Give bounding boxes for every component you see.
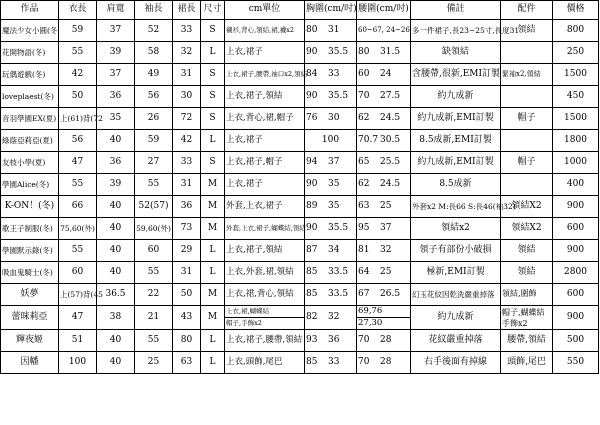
note-cell: 多一件裙子,長23~25寸,長度31 [411,20,501,42]
chest-in: 32 [328,311,340,322]
waist-cm: 70.7 [358,134,379,145]
chest-cm: 90 [306,46,318,57]
items-bottom: 帽子,手飾x2 [225,317,304,329]
items-cell: 上衣,裙子,腰帶,領結 [225,330,305,352]
accessory-cell [501,86,553,108]
chest-in: 35.5 [328,222,349,233]
table-row [1,174,599,196]
chest-cell [305,196,357,218]
length-cell: 51 [59,330,97,352]
accessory-cell: 腰帶,領結 [501,330,553,352]
sleeve-cell: 56 [135,86,173,108]
sleeve-cell: 27 [135,152,173,174]
waist-in: 30.5 [380,134,401,145]
length-cell: 56 [59,130,97,152]
waist-cm: 70 [358,90,370,101]
chest-in: 35 [328,178,340,189]
skirt-cell: 73 [173,218,201,240]
sleeve-cell: 59 [135,130,173,152]
chest-cm: 90 [306,222,318,233]
items-cell: 上衣,裙,背心,領結 [225,284,305,306]
skirt-cell: 33 [173,20,201,42]
work-name: 學園默示錄(冬) [1,240,59,262]
sleeve-cell: 52(57) [135,196,173,218]
skirt-cell: 29 [173,240,201,262]
waist-in: 24.5 [380,178,401,189]
price-cell: 250 [553,42,599,64]
accessory-cell [501,306,553,330]
shoulder-cell: 37 [97,20,135,42]
skirt-cell: 42 [173,130,201,152]
size-cell: M [201,218,225,240]
table-row [1,130,599,152]
work-name: 吸血鬼騎士(冬) [1,262,59,284]
note-cell: 8.5成新 [411,174,501,196]
accessory-cell: 領結 [501,262,553,284]
chest-cm: 90 [306,90,318,101]
accessory-cell [501,42,553,64]
work-name: 玩偶遊戲(冬) [1,64,59,86]
chest-in: 33.5 [328,288,349,299]
table-row [1,20,599,42]
length-cell: 47 [59,306,97,330]
chest-cm: 85 [306,266,318,277]
sleeve-cell: 52 [135,20,173,42]
shoulder-cell: 40 [97,352,135,374]
header-length: 衣長 [59,1,97,20]
size-cell: S [201,64,225,86]
waist-cell [357,86,411,108]
accessory-cell: 頭飾,尾巴 [501,352,553,374]
items-cell: 上衣,裙子,腰帶,袖口x2,領結 [225,64,305,86]
accessory-cell: 領結X2 [501,218,553,240]
size-cell: M [201,174,225,196]
table-row [1,64,599,86]
waist-cell [357,152,411,174]
waist-in: 24.5 [380,112,401,123]
price-cell: 1500 [553,64,599,86]
skirt-cell: 80 [173,330,201,352]
items-cell: 上衣,背心,裙,帽子 [225,108,305,130]
waist-cell [357,196,411,218]
items-cell: 上衣,外套,裙,領結 [225,262,305,284]
chest-in: 37 [328,156,340,167]
length-cell: 60 [59,262,97,284]
skirt-cell: 33 [173,152,201,174]
chest-cell [305,86,357,108]
work-name: 綠蔭亞莉亞(夏) [1,130,59,152]
sleeve-cell: 55 [135,174,173,196]
chest-cm: 90 [306,178,318,189]
waist-in: 26.5 [380,288,401,299]
chest-cm: 100 [321,134,340,145]
length-cell: 50 [59,86,97,108]
waist-cm: 81 [358,244,370,255]
size-cell: L [201,262,225,284]
size-cell: L [201,240,225,262]
price-cell: 550 [553,352,599,374]
note-cell: 約九成新 [411,86,501,108]
waist-cell [357,306,411,330]
work-name: 友枝小學(夏) [1,152,59,174]
waist-cell [357,130,411,152]
note-cell: 領子有部份小破損 [411,240,501,262]
work-name: 音羽學園EX(夏) [1,108,59,130]
table-row [1,42,599,64]
header-shoulder: 肩寬 [97,1,135,20]
length-cell: 55 [59,42,97,64]
chest-cm: 85 [306,356,318,367]
skirt-cell: 43 [173,306,201,330]
header-cm-unit: cm單位 [225,1,305,20]
waist-in: 37 [380,222,392,233]
skirt-cell: 30 [173,86,201,108]
price-cell: 1500 [553,108,599,130]
skirt-cell: 31 [173,174,201,196]
length-cell: 75,60(外) [59,218,97,240]
table-row [1,262,599,284]
note-cell: 右手後面有掉線 [411,352,501,374]
chest-cell [305,174,357,196]
waist-cm: 67 [358,288,370,299]
note-cell: 極新,EMI訂製 [411,262,501,284]
accessory-cell [501,174,553,196]
items-cell: 外套,上衣,裙子 [225,196,305,218]
length-cell: 上(57)背(45 [59,284,97,306]
work-name: 魔法少女小圓(冬 [1,20,59,42]
price-cell: 900 [553,306,599,330]
sleeve-cell: 55 [135,262,173,284]
accessory-cell: 帽子 [501,108,553,130]
work-name: 蕾咪莉亞 [1,306,59,330]
chest-cell [305,240,357,262]
items-cell: 上衣,裙子 [225,130,305,152]
shoulder-cell: 40 [97,130,135,152]
sleeve-cell: 55 [135,330,173,352]
price-cell: 900 [553,196,599,218]
shoulder-cell: 40 [97,218,135,240]
size-cell: S [201,20,225,42]
note-cell: 約九成新,EMI訂製 [411,108,501,130]
chest-in: 36 [328,334,340,345]
accessory-cell: 帽子 [501,152,553,174]
chest-cm: 85 [306,288,318,299]
waist-cell [357,108,411,130]
header-sleeve: 袖長 [135,1,173,20]
accessory-cell: 領結X2 [501,196,553,218]
waist-cm: 62 [358,178,370,189]
chest-in: 35.5 [328,90,349,101]
price-cell: 450 [553,86,599,108]
waist-cell [357,174,411,196]
chest-cm: 84 [306,68,318,79]
chest-cell [305,352,357,374]
waist-cell [357,42,411,64]
items-cell [225,306,305,330]
price-cell: 500 [553,330,599,352]
shoulder-cell: 39 [97,42,135,64]
chest-cell [305,130,357,152]
skirt-cell: 63 [173,352,201,374]
waist-cm: 70 [358,356,370,367]
waist-cm: 65 [358,156,370,167]
chest-in: 33.5 [328,266,349,277]
shoulder-cell: 40 [97,330,135,352]
size-cell: M [201,284,225,306]
waist-cell [357,262,411,284]
table-row [1,352,599,374]
table-row [1,108,599,130]
waist-cm: 60 [358,68,370,79]
waist-cell [357,284,411,306]
waist-bottom: 27,30 [357,317,410,329]
chest-cm: 89 [306,200,318,211]
items-cell: 外套,上衣,裙子,蝴蝶結,領結 [225,218,305,240]
waist-in: 28 [380,334,392,345]
items-cell: 上衣,裙子,帽子 [225,152,305,174]
chest-cell [305,20,357,42]
skirt-cell: 32 [173,42,201,64]
chest-cm: 82 [306,311,318,322]
note-cell: 幻玉花紋因乾洗嚴重掉落 [411,284,501,306]
size-cell: S [201,108,225,130]
shoulder-cell: 38 [97,306,135,330]
accessory-cell [501,130,553,152]
note-cell: 缺領結 [411,42,501,64]
chest-cm: 94 [306,156,318,167]
waist-in: 32 [380,244,392,255]
skirt-cell: 50 [173,284,201,306]
chest-in: 34 [328,244,340,255]
waist-in: 25.5 [380,156,401,167]
chest-cell [305,108,357,130]
waist-cell [357,330,411,352]
chest-cell [305,330,357,352]
price-cell: 2800 [553,262,599,284]
waist-cell [357,64,411,86]
length-cell: 59 [59,20,97,42]
sleeve-cell: 25 [135,352,173,374]
work-name: 因幡 [1,352,59,374]
price-cell: 1000 [553,152,599,174]
chest-cell [305,42,357,64]
waist-top: 69,76 [358,306,383,316]
accessory-cell: 領結 [501,240,553,262]
length-cell: 100 [59,352,97,374]
waist-cell [357,240,411,262]
header-accessory: 配件 [501,1,553,20]
waist-cell [357,20,411,42]
size-cell: L [201,42,225,64]
note-cell: 外套x2 M:長66 S:長46(袖32) [411,196,501,218]
items-top: 上衣,裙,蝴蝶結 [226,307,270,315]
sleeve-cell: 49 [135,64,173,86]
waist-cm: 60~67, 24~26 [358,25,410,34]
chest-cell [305,306,357,330]
waist-cm: 70 [358,334,370,345]
chest-in: 33 [328,68,340,79]
header-skirt: 裙長 [173,1,201,20]
work-name: loveplaest(冬) [1,86,59,108]
waist-cm: 80 [358,46,370,57]
table-row [1,218,599,240]
length-cell: 42 [59,64,97,86]
chest-in: 35 [328,200,340,211]
table-row [1,330,599,352]
accessory-cell: 領結 [501,20,553,42]
chest-cm: 76 [306,112,318,123]
chest-in: 31 [328,24,340,35]
waist-cm: 64 [358,266,370,277]
size-cell: L [201,130,225,152]
length-cell: 55 [59,174,97,196]
sleeve-cell: 21 [135,306,173,330]
chest-cm: 87 [306,244,318,255]
accessory-bottom: 手飾x2 [502,318,528,328]
shoulder-cell: 40 [97,196,135,218]
note-cell: 約九成新 [411,306,501,330]
price-cell: 400 [553,174,599,196]
length-cell: 55 [59,240,97,262]
work-name: 花開物語(冬) [1,42,59,64]
waist-in: 31.5 [380,46,401,57]
shoulder-cell: 39 [97,174,135,196]
price-cell: 900 [553,240,599,262]
header-work: 作品 [1,1,59,20]
header-chest: 胸圍(cm/吋) [305,1,357,20]
items-cell: 襯衫,背心,領結,裙,襪x2 [225,20,305,42]
header-size: 尺寸 [201,1,225,20]
header-note: 備註 [411,1,501,20]
note-cell: 花紋嚴重掉落 [411,330,501,352]
chest-cell [305,284,357,306]
note-cell: 約九成新,EMI訂製 [411,152,501,174]
size-cell: L [201,330,225,352]
items-cell: 上衣,頭飾,尾巴 [225,352,305,374]
chest-in: 35.5 [328,46,349,57]
chest-cell [305,218,357,240]
chest-in: 33 [328,356,340,367]
waist-cell [357,218,411,240]
header-waist: 腰圍(cm/吋) [357,1,411,20]
table-row [1,306,599,330]
price-cell: 800 [553,20,599,42]
chest-cell [305,262,357,284]
work-name: 學園Alice(冬) [1,174,59,196]
size-cell: M [201,306,225,330]
sleeve-cell: 22 [135,284,173,306]
work-name: 輝夜姬 [1,330,59,352]
size-cell: S [201,86,225,108]
waist-in: 28 [380,356,392,367]
work-name: 歌王子制服(冬) [1,218,59,240]
sleeve-cell: 58 [135,42,173,64]
waist-cm: 63 [358,200,370,211]
shoulder-cell: 40 [97,240,135,262]
shoulder-cell: 37 [97,64,135,86]
skirt-cell: 31 [173,262,201,284]
shoulder-cell: 40 [97,262,135,284]
items-cell: 上衣,裙子 [225,174,305,196]
skirt-cell: 72 [173,108,201,130]
size-cell: L [201,352,225,374]
waist-in: 25 [380,200,392,211]
items-cell: 上衣,裙子 [225,42,305,64]
table-row [1,196,599,218]
table-row [1,86,599,108]
accessory-cell: 緊袖x2,領結 [501,64,553,86]
sleeve-cell: 59,60(外) [135,218,173,240]
accessory-cell: 領結,圍飾 [501,284,553,306]
table-row [1,152,599,174]
shoulder-cell: 36 [97,152,135,174]
length-cell: 66 [59,196,97,218]
shoulder-cell: 35 [97,108,135,130]
note-cell: 含腰帶,很新,EMI訂製 [411,64,501,86]
items-cell: 上衣,裙子,領結 [225,240,305,262]
accessory-top: 帽子,蝴蝶結 [502,307,545,317]
waist-cell [357,352,411,374]
waist-cm: 62 [358,112,370,123]
length-cell: 上(61)背(72 [59,108,97,130]
skirt-cell: 36 [173,196,201,218]
work-name: 妖夢 [1,284,59,306]
size-cell: M [201,196,225,218]
table-row [1,240,599,262]
work-name: K-ON！(冬) [1,196,59,218]
chest-cell [305,152,357,174]
length-cell: 47 [59,152,97,174]
sleeve-cell: 26 [135,108,173,130]
price-cell: 600 [553,218,599,240]
note-cell: 8.5成新,EMI訂製 [411,130,501,152]
shoulder-cell: 36.5 [97,284,135,306]
table-row [1,284,599,306]
shoulder-cell: 36 [97,86,135,108]
chest-cell [305,64,357,86]
items-cell: 上衣,裙子,領結 [225,86,305,108]
price-cell: 600 [553,284,599,306]
chest-in: 30 [328,112,340,123]
waist-cm: 95 [358,222,370,233]
header-price: 價格 [553,1,599,20]
waist-in: 24 [380,68,392,79]
price-cell: 1800 [553,130,599,152]
waist-in: 27.5 [380,90,401,101]
chest-cm: 93 [306,334,318,345]
header-row [1,1,599,20]
skirt-cell: 31 [173,64,201,86]
chest-cm: 80 [306,24,318,35]
sleeve-cell: 60 [135,240,173,262]
waist-in: 25 [380,266,392,277]
size-cell: S [201,152,225,174]
note-cell: 領結x2 [411,218,501,240]
